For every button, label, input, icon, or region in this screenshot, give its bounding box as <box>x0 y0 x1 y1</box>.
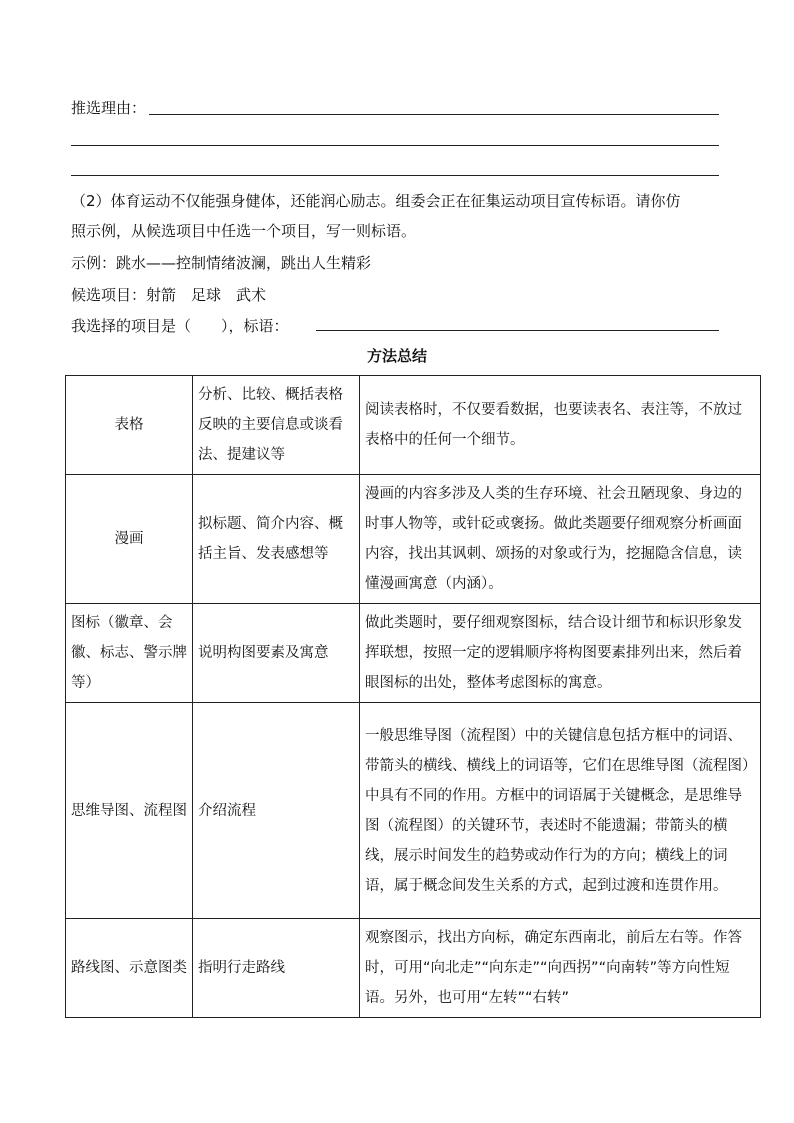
reason-label: 推选理由： <box>71 99 147 117</box>
summary-title: 方法总结 <box>366 347 427 365</box>
answer-line[interactable] <box>71 145 719 146</box>
task-cell: 说明构图要素及寓意 <box>193 604 360 703</box>
slogan-answer-line[interactable] <box>316 330 719 331</box>
task-cell: 介绍流程 <box>193 703 360 919</box>
task-cell: 拟标题、简介内容、概括主旨、发表感想等 <box>193 475 360 604</box>
table-row <box>66 919 761 1018</box>
table-row <box>66 703 761 919</box>
method-cell: 漫画的内容多涉及人类的生存环境、社会丑陋现象、身边的时事人物等，或针砭或褒扬。做此类题要仔细观察分析画面内容，找出其讽刺、颂扬的对象或行为，挖掘隐含信息，读懂漫画寓意（内涵）。 <box>360 475 761 604</box>
method-cell: 一般思维导图（流程图）中的关键信息包括方框中的词语、带箭头的横线、横线上的词语等，它们在思维导图（流程图）中具有不同的作用。方框中的词语属于关键概念，是思维导图（流程图）的关键环节，表述时不能遗漏；带箭头的横线，展示时间发生的趋势或动作行为的方向；横线上的词语，属于概念间发生关系的方式，起到过渡和连贯作用。 <box>360 703 761 919</box>
type-cell: 表格 <box>66 376 193 475</box>
type-cell: 漫画 <box>66 475 193 604</box>
answer-line[interactable] <box>149 114 719 115</box>
answer-line[interactable] <box>71 175 719 176</box>
q2-example: 示例：跳水——控制情绪波澜，跳出人生精彩 <box>71 254 372 272</box>
type-cell: 图标（徽章、会徽、标志、警示牌等） <box>66 604 193 703</box>
q2-line1: （2）体育运动不仅能强身健体，还能润心励志。组委会正在征集运动项目宣传标语。请你仿 <box>71 192 681 210</box>
task-cell: 分析、比较、概括表格反映的主要信息或谈看法、提建议等 <box>193 376 360 475</box>
method-cell: 做此类题时，要仔细观察图标，结合设计细节和标识形象发挥联想，按照一定的逻辑顺序将构图要素排列出来，然后着眼图标的出处，整体考虑图标的寓意。 <box>360 604 761 703</box>
method-cell: 观察图示，找出方向标，确定东西南北，前后左右等。作答时，可用“向北走”“向东走”“向西拐”“向南转”等方向性短语。另外，也可用“左转”“右转” <box>360 919 761 1018</box>
table-row <box>66 604 761 703</box>
q2-line2: 照示例，从候选项目中任选一个项目，写一则标语。 <box>71 222 417 240</box>
type-cell: 思维导图、流程图 <box>66 703 193 919</box>
summary-table <box>65 375 761 1018</box>
q2-choice-label: 我选择的项目是（ ），标语： <box>71 317 289 335</box>
table-row <box>66 376 761 475</box>
table-row <box>66 475 761 604</box>
task-cell: 指明行走路线 <box>193 919 360 1018</box>
method-cell: 阅读表格时，不仅要看数据，也要读表名、表注等，不放过表格中的任何一个细节。 <box>360 376 761 475</box>
type-cell: 路线图、示意图类 <box>66 919 193 1018</box>
q2-candidates: 候选项目：射箭 足球 武术 <box>71 286 267 304</box>
